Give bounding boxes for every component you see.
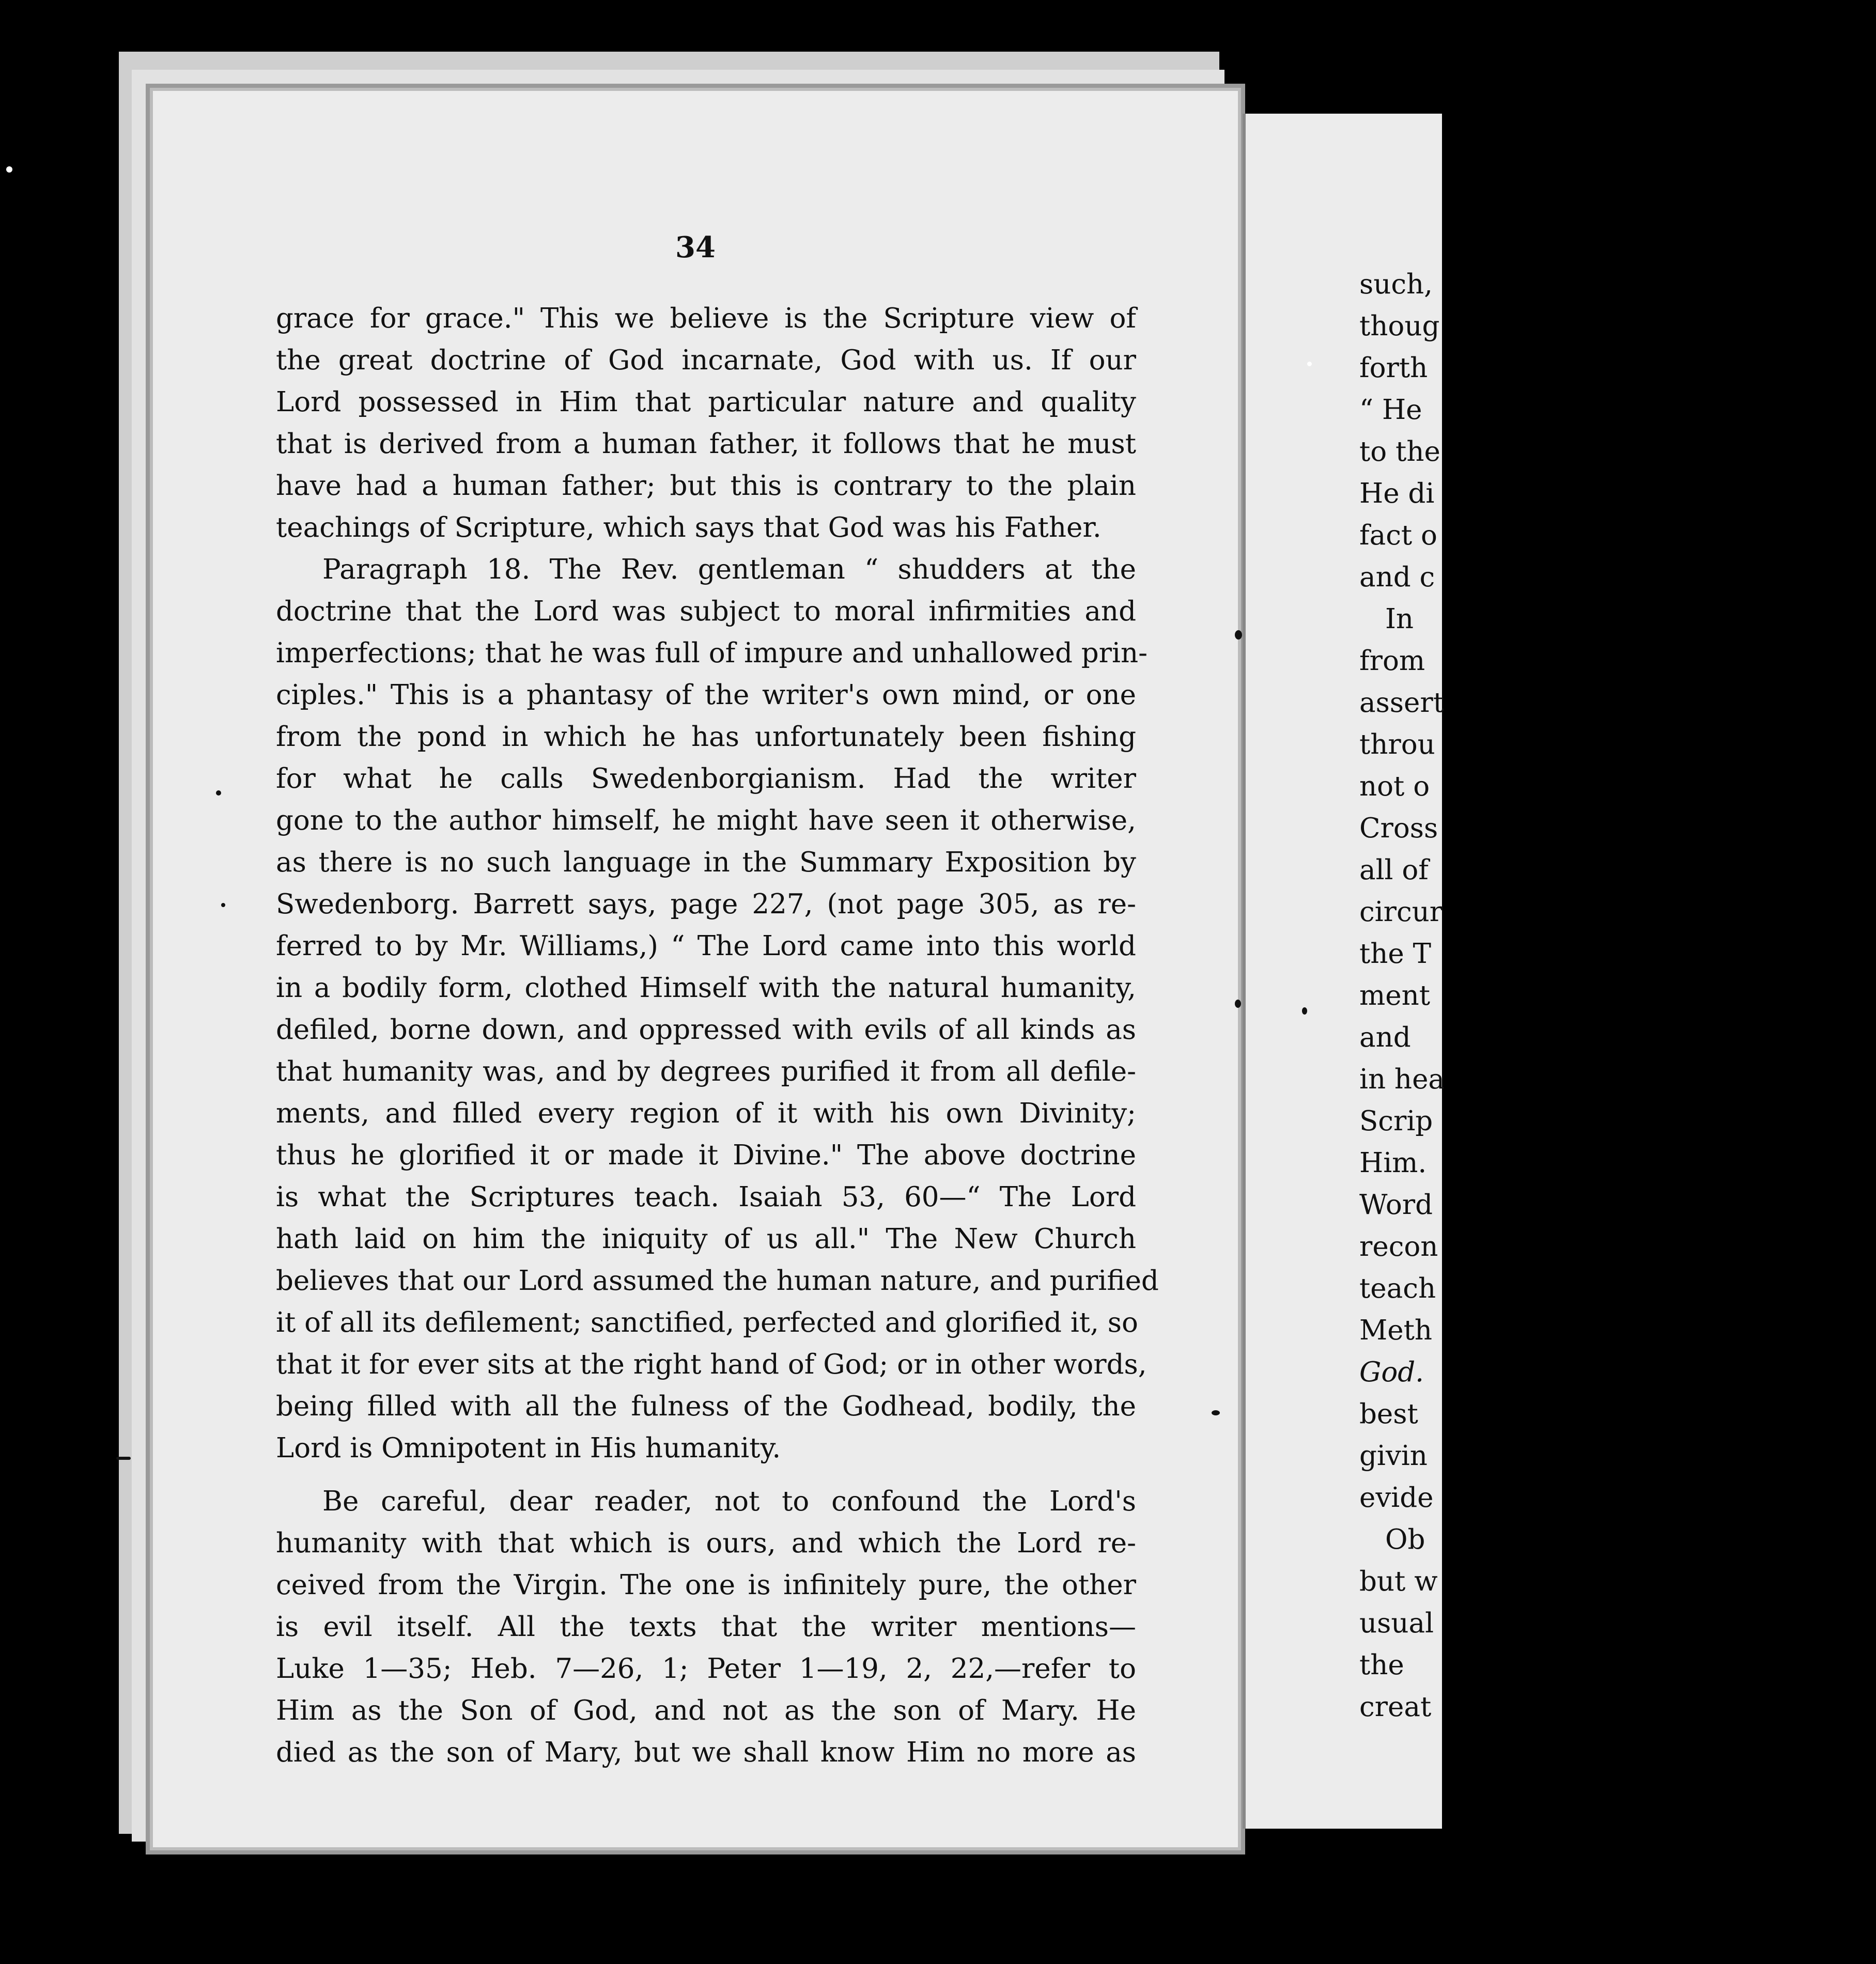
scan-speck xyxy=(1235,1000,1241,1008)
text-line: Him. xyxy=(1359,1147,1427,1179)
text-line: that is derived from a human father, it follows that he must xyxy=(276,428,1136,460)
right-page-text xyxy=(1359,263,1876,1728)
scan-speck xyxy=(116,1457,131,1460)
text-line: ferred to by Mr. Williams,) “ The Lord came into this world xyxy=(276,930,1136,962)
text-line: and c xyxy=(1359,562,1435,593)
text-line: recon xyxy=(1359,1231,1438,1262)
paragraph-start-line: Ob xyxy=(1385,1524,1425,1555)
text-line: usual xyxy=(1359,1608,1434,1639)
text-line: ments, and filled every region of it with his own Divinity; xyxy=(276,1098,1136,1129)
text-line: evide xyxy=(1359,1482,1434,1514)
text-line: Lord possessed in Him that particular nature and quality xyxy=(276,386,1136,418)
text-line: ment xyxy=(1359,980,1431,1011)
text-line: grace for grace." This we believe is the Scripture view of xyxy=(276,303,1136,334)
text-line: “ He xyxy=(1359,394,1422,426)
text-line: defiled, borne down, and oppressed with evils of all kinds as xyxy=(276,1014,1136,1046)
text-line: is what the Scriptures teach. Isaiah 53, 60—“ The Lord xyxy=(276,1181,1136,1213)
page-number: 34 xyxy=(675,230,716,264)
right-page-partial xyxy=(1243,114,1445,1829)
scan-speck xyxy=(216,790,221,796)
text-line: teachings of Scripture, which says that God was his Father. xyxy=(276,512,1102,543)
text-line: to the xyxy=(1359,436,1440,467)
scan-speck xyxy=(1302,1007,1307,1015)
text-line: from the pond in which he has unfortunately been fishing xyxy=(276,721,1136,753)
text-line: that it for ever sits at the right hand of God; or in other words, xyxy=(276,1349,1147,1380)
text-line: assert xyxy=(1359,687,1444,719)
text-line: doctrine that the Lord was subject to moral infirmities and xyxy=(276,596,1136,627)
text-line: throu xyxy=(1359,729,1435,760)
text-line: thus he glorified it or made it Divine." The above doctrine xyxy=(276,1140,1136,1171)
text-line: thoug xyxy=(1359,310,1440,342)
text-line: the great doctrine of God incarnate, God with us. If our xyxy=(276,345,1136,376)
text-line: fact o xyxy=(1359,520,1437,551)
text-line: from xyxy=(1359,645,1425,677)
text-line: is evil itself. All the texts that the writer mentions— xyxy=(276,1611,1136,1643)
text-line: Scrip xyxy=(1359,1105,1433,1137)
paragraph-start-line: Paragraph 18. The Rev. gentleman “ shudders at the xyxy=(322,554,1136,585)
text-line: believes that our Lord assumed the human nature, and purified xyxy=(276,1265,1159,1297)
left-page xyxy=(150,88,1241,1850)
text-line: such, xyxy=(1359,269,1433,300)
paragraph-start-line: In xyxy=(1385,603,1414,635)
text-line: ciples." This is a phantasy of the writer's own mind, or one xyxy=(276,679,1136,711)
scan-speck xyxy=(1307,362,1312,366)
text-line: God. xyxy=(1359,1357,1424,1388)
text-line: the T xyxy=(1359,938,1431,970)
text-line: not o xyxy=(1359,771,1430,802)
text-line: gone to the author himself, he might have seen it otherwise, xyxy=(276,805,1136,836)
text-line: being filled with all the fulness of the Godhead, bodily, the xyxy=(276,1391,1136,1422)
text-line: and xyxy=(1359,1022,1411,1053)
text-line: creat xyxy=(1359,1691,1432,1723)
text-line: all of xyxy=(1359,854,1429,886)
text-line: imperfections; that he was full of impure and unhallowed prin- xyxy=(276,637,1148,669)
page-body-text xyxy=(276,298,1159,1773)
text-line: in hea xyxy=(1359,1064,1445,1095)
text-line: Lord is Omnipotent in His humanity. xyxy=(276,1432,781,1464)
paragraph-gap xyxy=(276,1469,1136,1480)
text-line: the xyxy=(1359,1649,1404,1681)
scan-speck xyxy=(221,903,225,907)
text-line: that humanity was, and by degrees purified it from all defile- xyxy=(276,1056,1136,1087)
text-line: givin xyxy=(1359,1440,1428,1472)
paragraph-start-line: Be careful, dear reader, not to confound the Lord's xyxy=(322,1486,1136,1517)
text-line: circur xyxy=(1359,896,1443,928)
text-line: but w xyxy=(1359,1566,1438,1597)
text-line: Word xyxy=(1359,1189,1433,1221)
text-line: best xyxy=(1359,1398,1418,1430)
scan-speck xyxy=(1235,630,1242,640)
text-line: Him as the Son of God, and not as the son of Mary. He xyxy=(276,1695,1136,1726)
text-line: it of all its defilement; sanctified, perfected and glorified it, so xyxy=(276,1307,1138,1338)
text-line: teach xyxy=(1359,1273,1436,1304)
text-line: Swedenborg. Barrett says, page 227, (not page 305, as re- xyxy=(276,889,1136,920)
text-line: ceived from the Virgin. The one is infinitely pure, the other xyxy=(276,1569,1136,1601)
text-line: He di xyxy=(1359,478,1435,509)
scan-speck xyxy=(1212,1410,1220,1415)
text-line: in a bodily form, clothed Himself with the natural humanity, xyxy=(276,972,1136,1004)
text-line: hath laid on him the iniquity of us all." The New Church xyxy=(276,1223,1136,1255)
text-line: Luke 1—35; Heb. 7—26, 1; Peter 1—19, 2, 22,—refer to xyxy=(276,1653,1136,1685)
text-line: died as the son of Mary, but we shall know Him no more as xyxy=(276,1737,1136,1768)
text-line: humanity with that which is ours, and which the Lord re- xyxy=(276,1527,1136,1559)
text-line: have had a human father; but this is contrary to the plain xyxy=(276,470,1136,502)
text-line: as there is no such language in the Summary Exposition by xyxy=(276,847,1136,878)
text-line: Meth xyxy=(1359,1315,1433,1346)
text-line: Cross xyxy=(1359,813,1438,844)
scan-speck xyxy=(6,166,12,173)
text-line: for what he calls Swedenborgianism. Had the writer xyxy=(276,763,1136,794)
text-line: forth xyxy=(1359,352,1428,384)
